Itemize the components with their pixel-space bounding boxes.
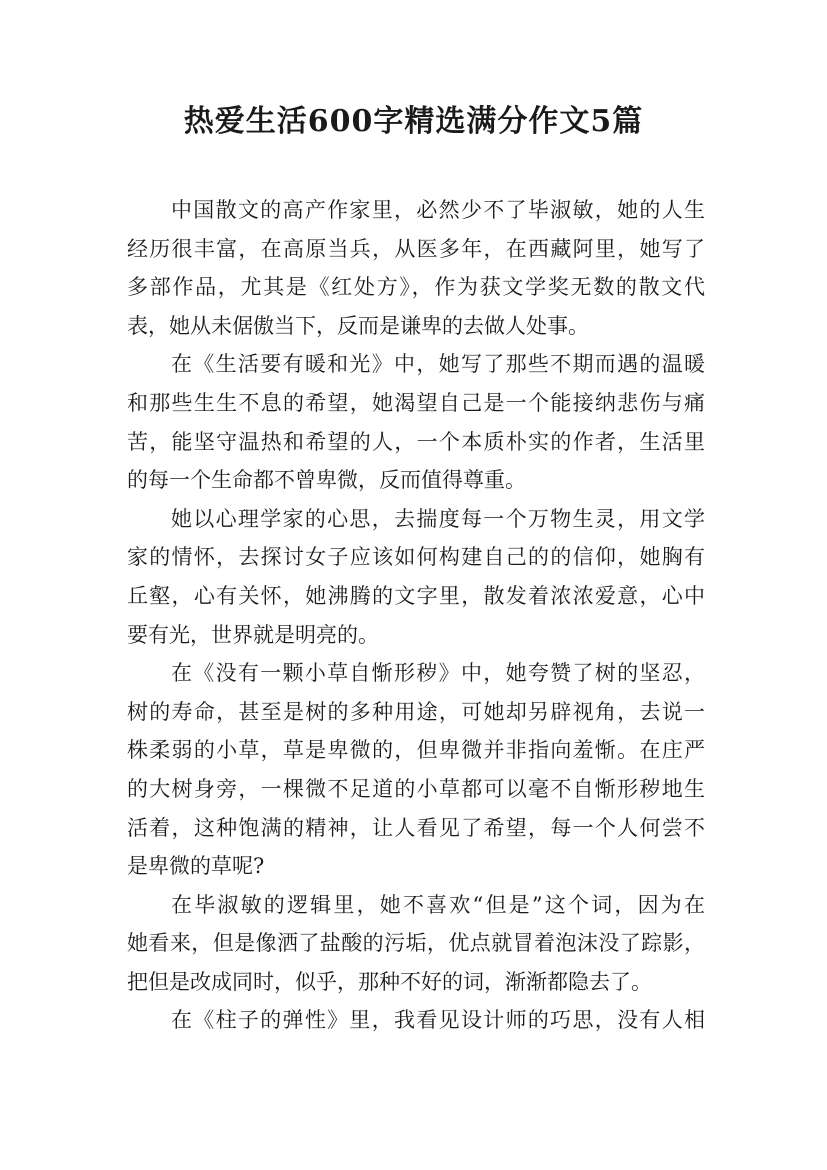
text-line: 中国散文的高产作家里，必然少不了毕淑敏，她的人生 bbox=[171, 198, 705, 222]
document-body bbox=[127, 191, 705, 1040]
text-line: 的大树身旁，一棵微不足道的小草都可以毫不自惭形秽地生 bbox=[127, 776, 705, 801]
text-line: 丘壑，心有关怀，她沸腾的文字里，散发着浓浓爱意，心中 bbox=[127, 583, 705, 608]
text-line: 在《没有一颗小草自惭形秽》中，她夸赞了树的坚忍， bbox=[171, 661, 705, 686]
text-line: 株柔弱的小草，草是卑微的，但卑微并非指向羞惭。在庄严 bbox=[127, 738, 705, 763]
paragraph bbox=[127, 886, 705, 1002]
text-line: 要有光，世界就是明亮的。 bbox=[127, 622, 379, 647]
text-line: 的每一个生命都不曾卑微，反而值得尊重。 bbox=[127, 468, 526, 493]
paragraph bbox=[127, 191, 705, 345]
text-line: 多部作品，尤其是《红处方》，作为获文学奖无数的散文代 bbox=[127, 275, 705, 300]
document-title: 热爱生活600字精选满分作文5篇 bbox=[183, 104, 644, 139]
paragraph bbox=[127, 1001, 705, 1040]
text-line: 她以心理学家的心思，去揣度每一个万物生灵，用文学 bbox=[171, 506, 705, 531]
text-line: 经历很丰富，在高原当兵，从医多年，在西藏阿里，她写了 bbox=[127, 236, 705, 261]
text-line: 表，她从未倨傲当下，反而是谦卑的去做人处事。 bbox=[127, 313, 589, 338]
text-line: 她看来，但是像洒了盐酸的污垢，优点就冒着泡沫没了踪影， bbox=[127, 931, 705, 956]
paragraph bbox=[127, 345, 705, 499]
text-line: 在毕淑敏的逻辑里，她不喜欢“但是”这个词，因为在 bbox=[171, 892, 705, 917]
text-line: 活着，这种饱满的精神，让人看见了希望，每一个人何尝不 bbox=[127, 815, 705, 840]
text-line: 在《生活要有暖和光》中，她写了那些不期而遇的温暖 bbox=[171, 352, 705, 377]
text-line: 是卑微的草呢? bbox=[127, 854, 265, 879]
text-line: 和那些生生不息的希望，她渴望自己是一个能接纳悲伤与痛 bbox=[127, 390, 705, 415]
text-line: 家的情怀，去探讨女子应该如何构建自己的的信仰，她胸有 bbox=[127, 545, 705, 570]
text-line: 把但是改成同时，似乎，那种不好的词，渐渐都隐去了。 bbox=[127, 969, 652, 994]
text-line: 在《柱子的弹性》里，我看见设计师的巧思，没有人相 bbox=[171, 1008, 705, 1033]
text-line: 苦，能坚守温热和希望的人，一个本质朴实的作者，生活里 bbox=[127, 429, 705, 454]
paragraph bbox=[127, 654, 705, 886]
paragraph bbox=[127, 500, 705, 654]
text-line: 树的寿命，甚至是树的多种用途，可她却另辟视角，去说一 bbox=[127, 699, 705, 724]
